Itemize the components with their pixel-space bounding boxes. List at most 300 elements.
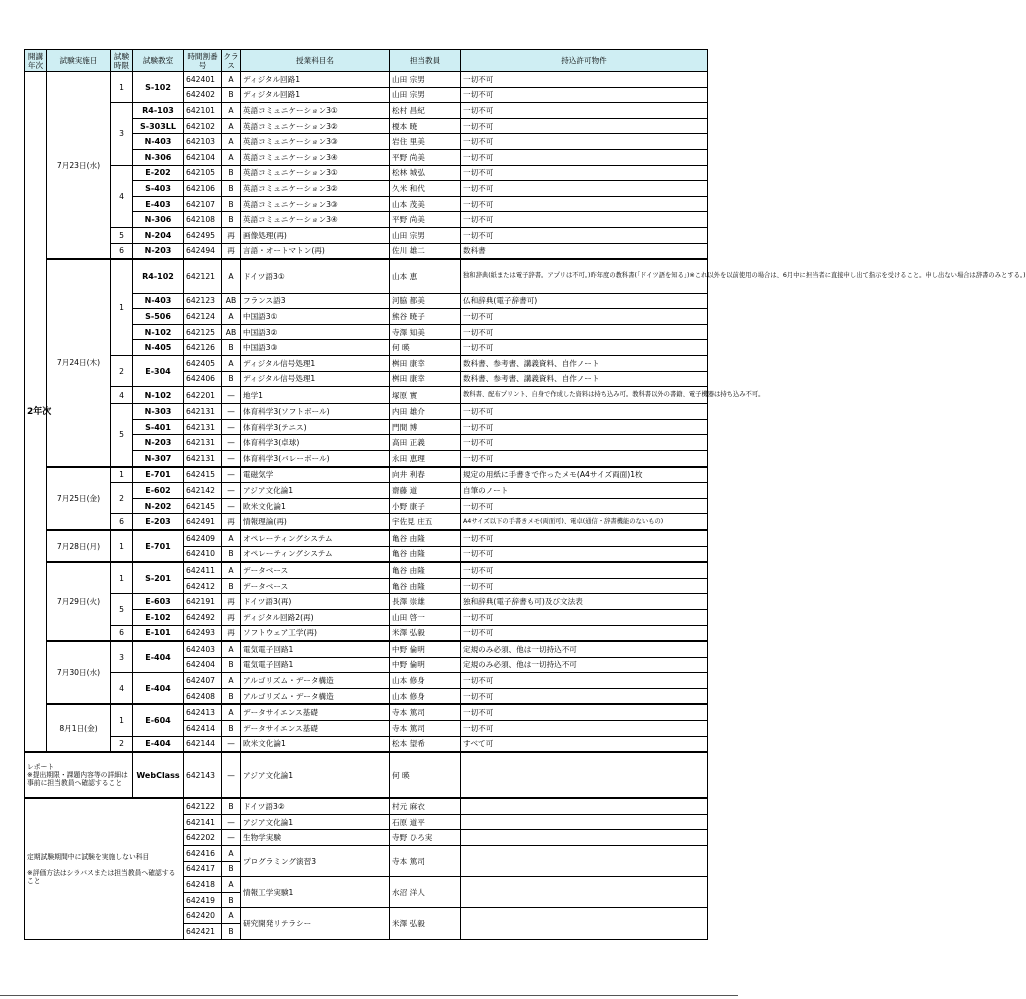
teacher-name: 山本 茂美 bbox=[390, 196, 461, 212]
class-label: A bbox=[222, 673, 241, 689]
course-code: 642408 bbox=[184, 688, 222, 704]
table-row bbox=[25, 798, 708, 814]
course-name: ディジタル信号処理1 bbox=[241, 371, 390, 387]
teacher-name: 中野 倫明 bbox=[390, 641, 461, 657]
course-code: 642412 bbox=[184, 578, 222, 594]
course-name: ソフトウェア工学(再) bbox=[241, 625, 390, 641]
allowed-items: 定規のみ必須、他は一切持込不可 bbox=[461, 657, 708, 673]
course-code: 642105 bbox=[184, 165, 222, 181]
course-code: 642410 bbox=[184, 546, 222, 562]
teacher-name: 石原 道平 bbox=[390, 814, 461, 830]
teacher-name: 松本 望希 bbox=[390, 736, 461, 752]
allowed-items: 一切不可 bbox=[461, 309, 708, 325]
table-row bbox=[25, 594, 708, 610]
table-row bbox=[25, 259, 708, 293]
exam-room: N-403 bbox=[133, 293, 184, 309]
exam-room: E-102 bbox=[133, 609, 184, 625]
table-row bbox=[25, 736, 708, 752]
allowed-items: すべて可 bbox=[461, 736, 708, 752]
exam-room: E-101 bbox=[133, 625, 184, 641]
header-nenji: 開講年次 bbox=[25, 50, 47, 72]
class-label: A bbox=[222, 908, 241, 924]
class-label: — bbox=[222, 435, 241, 451]
teacher-name: 熊谷 暁子 bbox=[390, 309, 461, 325]
exam-room: R4-102 bbox=[133, 259, 184, 293]
course-name: プログラミング演習3 bbox=[241, 846, 390, 877]
teacher-name: 寺本 篤司 bbox=[390, 704, 461, 720]
exam-period: 3 bbox=[111, 641, 133, 673]
teacher-name: 宇佐見 庄五 bbox=[390, 514, 461, 530]
allowed-items: 一切不可 bbox=[461, 103, 708, 119]
course-code: 642102 bbox=[184, 118, 222, 134]
exam-date: 7月23日(水) bbox=[47, 72, 111, 260]
exam-room: S-506 bbox=[133, 309, 184, 325]
report-room: WebClass bbox=[133, 752, 184, 798]
exam-period: 6 bbox=[111, 243, 133, 259]
course-code: 642107 bbox=[184, 196, 222, 212]
teacher-name: 岩住 里美 bbox=[390, 134, 461, 150]
class-label: B bbox=[222, 721, 241, 737]
allowed-items bbox=[461, 877, 708, 908]
course-name: 体育科学3(卓球) bbox=[241, 435, 390, 451]
class-label: AB bbox=[222, 293, 241, 309]
allowed-items: 一切不可 bbox=[461, 562, 708, 578]
exam-room: E-404 bbox=[133, 736, 184, 752]
class-label: — bbox=[222, 404, 241, 420]
allowed-items: 一切不可 bbox=[461, 721, 708, 737]
exam-room: N-405 bbox=[133, 340, 184, 356]
course-code: 642144 bbox=[184, 736, 222, 752]
teacher-name: 米澤 弘毅 bbox=[390, 625, 461, 641]
teacher-name: 何 暎 bbox=[390, 340, 461, 356]
allowed-items: 一切不可 bbox=[461, 435, 708, 451]
exam-period: 5 bbox=[111, 594, 133, 625]
course-name: データサイエンス基礎 bbox=[241, 704, 390, 720]
course-code: 642202 bbox=[184, 830, 222, 846]
teacher-name: 松林 城弘 bbox=[390, 165, 461, 181]
class-label: 再 bbox=[222, 243, 241, 259]
teacher-name: 山本 修身 bbox=[390, 673, 461, 689]
allowed-items: 一切不可 bbox=[461, 324, 708, 340]
course-code: 642143 bbox=[184, 752, 222, 798]
class-label: B bbox=[222, 546, 241, 562]
exam-date: 7月30日(水) bbox=[47, 641, 111, 704]
allowed-items: 一切不可 bbox=[461, 704, 708, 720]
course-code: 642401 bbox=[184, 72, 222, 88]
class-label: AB bbox=[222, 324, 241, 340]
teacher-name: 山田 宗男 bbox=[390, 227, 461, 243]
course-code: 642126 bbox=[184, 340, 222, 356]
class-label: B bbox=[222, 196, 241, 212]
allowed-items: 一切不可 bbox=[461, 404, 708, 420]
course-name: 画像処理(再) bbox=[241, 227, 390, 243]
class-label: B bbox=[222, 861, 241, 877]
exam-date: 7月24日(木) bbox=[47, 259, 111, 466]
report-row bbox=[25, 752, 708, 798]
course-code: 642493 bbox=[184, 625, 222, 641]
class-label: B bbox=[222, 87, 241, 103]
table-row bbox=[25, 72, 708, 88]
class-label: B bbox=[222, 340, 241, 356]
course-code: 642419 bbox=[184, 892, 222, 908]
course-name: 体育科学3(テニス) bbox=[241, 419, 390, 435]
exam-room: S-102 bbox=[133, 72, 184, 103]
class-label: 再 bbox=[222, 609, 241, 625]
teacher-name: 桝田 康幸 bbox=[390, 356, 461, 372]
course-code: 642123 bbox=[184, 293, 222, 309]
course-code: 642407 bbox=[184, 673, 222, 689]
course-code: 642103 bbox=[184, 134, 222, 150]
course-name: 中国語3① bbox=[241, 309, 390, 325]
course-name: 英語コミュニケーション3① bbox=[241, 103, 390, 119]
allowed-items bbox=[461, 846, 708, 877]
exam-period: 6 bbox=[111, 514, 133, 530]
exam-period: 1 bbox=[111, 467, 133, 483]
course-code: 642420 bbox=[184, 908, 222, 924]
teacher-name: 久米 和代 bbox=[390, 181, 461, 197]
exam-date: 7月28日(月) bbox=[47, 530, 111, 562]
course-name: ディジタル信号処理1 bbox=[241, 356, 390, 372]
report-note: レポート ※提出期限・課題内容等の詳細は事前に担当教員へ確認すること bbox=[25, 752, 133, 798]
header-date: 試験実施日 bbox=[47, 50, 111, 72]
allowed-items: 仏和辞典(電子辞書可) bbox=[461, 293, 708, 309]
allowed-items: 一切不可 bbox=[461, 149, 708, 165]
class-label: A bbox=[222, 877, 241, 893]
course-code: 642403 bbox=[184, 641, 222, 657]
course-name: 中国語3③ bbox=[241, 340, 390, 356]
course-code: 642142 bbox=[184, 483, 222, 499]
exam-date: 8月1日(金) bbox=[47, 704, 111, 752]
teacher-name: 亀谷 由隆 bbox=[390, 578, 461, 594]
exam-room: N-306 bbox=[133, 212, 184, 228]
course-code: 642418 bbox=[184, 877, 222, 893]
course-name: 英語コミュニケーション3② bbox=[241, 118, 390, 134]
exam-period: 1 bbox=[111, 259, 133, 355]
course-code: 642491 bbox=[184, 514, 222, 530]
teacher-name: 何 暎 bbox=[390, 752, 461, 798]
header-teacher: 担当教員 bbox=[390, 50, 461, 72]
year-cell: 2年次 bbox=[25, 72, 47, 753]
teacher-name: 塚原 實 bbox=[390, 387, 461, 404]
course-name: ドイツ語3① bbox=[241, 259, 390, 293]
allowed-items: 一切不可 bbox=[461, 87, 708, 103]
course-name: 英語コミュニケーション3④ bbox=[241, 212, 390, 228]
exam-room: E-603 bbox=[133, 594, 184, 610]
allowed-items: 一切不可 bbox=[461, 673, 708, 689]
allowed-items bbox=[461, 908, 708, 939]
course-code: 642201 bbox=[184, 387, 222, 404]
course-name: オペレーティングシステム bbox=[241, 530, 390, 546]
course-code: 642131 bbox=[184, 435, 222, 451]
header-row bbox=[25, 50, 708, 72]
allowed-items: 一切不可 bbox=[461, 196, 708, 212]
allowed-items: 定規のみ必須、他は一切持込不可 bbox=[461, 641, 708, 657]
course-code: 642417 bbox=[184, 861, 222, 877]
course-name: ディジタル回路1 bbox=[241, 87, 390, 103]
course-name: 英語コミュニケーション3③ bbox=[241, 134, 390, 150]
page-bottom-rule bbox=[0, 995, 738, 996]
class-label: — bbox=[222, 498, 241, 514]
class-label: A bbox=[222, 530, 241, 546]
class-label: A bbox=[222, 149, 241, 165]
allowed-items: 一切不可 bbox=[461, 450, 708, 466]
course-name: オペレーティングシステム bbox=[241, 546, 390, 562]
course-name: 英語コミュニケーション3④ bbox=[241, 149, 390, 165]
class-label: — bbox=[222, 467, 241, 483]
class-label: A bbox=[222, 704, 241, 720]
table-row bbox=[25, 356, 708, 372]
course-name: 欧米文化論1 bbox=[241, 498, 390, 514]
course-code: 642131 bbox=[184, 450, 222, 466]
class-label: — bbox=[222, 814, 241, 830]
exam-room: E-404 bbox=[133, 641, 184, 673]
exam-period: 6 bbox=[111, 625, 133, 641]
exam-schedule-table bbox=[24, 49, 1026, 940]
class-label: — bbox=[222, 450, 241, 466]
allowed-items: 規定の用紙に手書きで作ったメモ(A4サイズ両面)1枚 bbox=[461, 467, 708, 483]
exam-date: 7月25日(金) bbox=[47, 467, 111, 530]
class-label: 再 bbox=[222, 625, 241, 641]
class-label: B bbox=[222, 688, 241, 704]
class-label: B bbox=[222, 212, 241, 228]
course-name: アジア文化論1 bbox=[241, 814, 390, 830]
teacher-name: 平野 尚美 bbox=[390, 149, 461, 165]
allowed-items: 独和辞典(電子辞書も可)及び文法表 bbox=[461, 594, 708, 610]
course-name: 地学1 bbox=[241, 387, 390, 404]
exam-room: R4-103 bbox=[133, 103, 184, 119]
course-name: フランス語3 bbox=[241, 293, 390, 309]
allowed-items: 数科書、参考書、講義資料、自作ノート bbox=[461, 371, 708, 387]
course-code: 642411 bbox=[184, 562, 222, 578]
exam-room: S-303LL bbox=[133, 118, 184, 134]
exam-room: N-102 bbox=[133, 324, 184, 340]
header-items: 持込許可物件 bbox=[461, 50, 708, 72]
allowed-items: 一切不可 bbox=[461, 165, 708, 181]
allowed-items: 教科書、配布プリント、自身で作成した資料は持ち込み可。教科書以外の書籍、電子機器は持ち込み不可。 bbox=[461, 387, 708, 404]
class-label: B bbox=[222, 892, 241, 908]
table-row bbox=[25, 103, 708, 119]
course-code: 642415 bbox=[184, 467, 222, 483]
exam-period: 2 bbox=[111, 483, 133, 514]
class-label: B bbox=[222, 924, 241, 940]
allowed-items: 一切不可 bbox=[461, 181, 708, 197]
course-code: 642191 bbox=[184, 594, 222, 610]
table-row bbox=[25, 165, 708, 181]
allowed-items: 独和辞典(紙または電子辞書。アプリは不可。)昨年度の教科書(「ドイツ語を知る」)※これ以外を以前使用の場合は、6月中に担当者に直接申し出て指示を受けること。申し出ない場合は辞書のみとする。) bbox=[461, 259, 708, 293]
class-label: A bbox=[222, 846, 241, 862]
class-label: B bbox=[222, 181, 241, 197]
exam-room: E-203 bbox=[133, 514, 184, 530]
course-code: 642494 bbox=[184, 243, 222, 259]
exam-room: E-404 bbox=[133, 673, 184, 705]
teacher-name: 寺澤 知美 bbox=[390, 324, 461, 340]
teacher-name: 水沼 洋人 bbox=[390, 877, 461, 908]
course-code: 642124 bbox=[184, 309, 222, 325]
teacher-name: 山本 修身 bbox=[390, 688, 461, 704]
teacher-name: 長澤 崇雄 bbox=[390, 594, 461, 610]
exam-room: N-102 bbox=[133, 387, 184, 404]
exam-period: 1 bbox=[111, 704, 133, 736]
course-code: 642125 bbox=[184, 324, 222, 340]
class-label: A bbox=[222, 103, 241, 119]
table-row bbox=[25, 562, 708, 578]
exam-date: 7月29日(火) bbox=[47, 562, 111, 641]
course-name: 情報理論(再) bbox=[241, 514, 390, 530]
course-name: 情報工学実験1 bbox=[241, 877, 390, 908]
course-code: 642141 bbox=[184, 814, 222, 830]
allowed-items: 一切不可 bbox=[461, 546, 708, 562]
teacher-name: 亀谷 由隆 bbox=[390, 546, 461, 562]
class-label: B bbox=[222, 657, 241, 673]
allowed-items: 一切不可 bbox=[461, 72, 708, 88]
table-row bbox=[25, 467, 708, 483]
course-code: 642421 bbox=[184, 924, 222, 940]
teacher-name: 山田 啓一 bbox=[390, 609, 461, 625]
allowed-items bbox=[461, 752, 708, 798]
course-code: 642122 bbox=[184, 798, 222, 814]
teacher-name: 平野 尚美 bbox=[390, 212, 461, 228]
teacher-name: 中野 倫明 bbox=[390, 657, 461, 673]
table-row bbox=[25, 243, 708, 259]
course-code: 642131 bbox=[184, 404, 222, 420]
course-name: 電磁気学 bbox=[241, 467, 390, 483]
teacher-name: 亀谷 由隆 bbox=[390, 530, 461, 546]
course-code: 642409 bbox=[184, 530, 222, 546]
class-label: — bbox=[222, 387, 241, 404]
exam-room: E-701 bbox=[133, 467, 184, 483]
exam-period: 4 bbox=[111, 165, 133, 227]
teacher-name: 永田 恵理 bbox=[390, 450, 461, 466]
class-label: A bbox=[222, 641, 241, 657]
teacher-name: 佐川 雄二 bbox=[390, 243, 461, 259]
course-code: 642492 bbox=[184, 609, 222, 625]
course-code: 642413 bbox=[184, 704, 222, 720]
class-label: — bbox=[222, 752, 241, 798]
exam-room: N-403 bbox=[133, 134, 184, 150]
course-name: 電気電子回路1 bbox=[241, 657, 390, 673]
exam-room: E-602 bbox=[133, 483, 184, 499]
class-label: A bbox=[222, 259, 241, 293]
course-name: ディジタル回路2(再) bbox=[241, 609, 390, 625]
allowed-items bbox=[461, 798, 708, 814]
course-code: 642416 bbox=[184, 846, 222, 862]
exam-room: E-304 bbox=[133, 356, 184, 387]
teacher-name: 高田 正義 bbox=[390, 435, 461, 451]
exam-room: S-403 bbox=[133, 181, 184, 197]
course-name: 英語コミュニケーション3② bbox=[241, 181, 390, 197]
course-code: 642101 bbox=[184, 103, 222, 119]
table-row bbox=[25, 625, 708, 641]
class-label: — bbox=[222, 419, 241, 435]
teacher-name: 山田 宗男 bbox=[390, 87, 461, 103]
teacher-name: 寺本 篤司 bbox=[390, 846, 461, 877]
exam-room: N-203 bbox=[133, 243, 184, 259]
class-label: A bbox=[222, 356, 241, 372]
allowed-items: 数科書、参考書、講義資料、自作ノート bbox=[461, 356, 708, 372]
exam-room: E-202 bbox=[133, 165, 184, 181]
course-name: 英語コミュニケーション3③ bbox=[241, 196, 390, 212]
allowed-items: 一切不可 bbox=[461, 625, 708, 641]
table-row bbox=[25, 704, 708, 720]
course-name: 体育科学3(ソフトボール) bbox=[241, 404, 390, 420]
course-code: 642406 bbox=[184, 371, 222, 387]
course-name: 英語コミュニケーション3① bbox=[241, 165, 390, 181]
exam-room: N-203 bbox=[133, 435, 184, 451]
class-label: — bbox=[222, 830, 241, 846]
exam-period: 4 bbox=[111, 673, 133, 705]
allowed-items bbox=[461, 830, 708, 846]
table-row bbox=[25, 514, 708, 530]
table-row bbox=[25, 227, 708, 243]
table-row bbox=[25, 483, 708, 499]
teacher-name: 村元 麻衣 bbox=[390, 798, 461, 814]
exam-room: E-604 bbox=[133, 704, 184, 736]
teacher-name: 小野 康子 bbox=[390, 498, 461, 514]
course-name: 体育科学3(バレーボール) bbox=[241, 450, 390, 466]
teacher-name: 山本 恵 bbox=[390, 259, 461, 293]
allowed-items: 一切不可 bbox=[461, 609, 708, 625]
course-name: ドイツ語3(再) bbox=[241, 594, 390, 610]
course-name: ディジタル回路1 bbox=[241, 72, 390, 88]
class-label: A bbox=[222, 309, 241, 325]
exam-period: 2 bbox=[111, 356, 133, 387]
table-row bbox=[25, 641, 708, 657]
course-name: 言語・オートマトン(再) bbox=[241, 243, 390, 259]
teacher-name: 向井 利春 bbox=[390, 467, 461, 483]
teacher-name: 内田 雄介 bbox=[390, 404, 461, 420]
exam-room: N-306 bbox=[133, 149, 184, 165]
allowed-items: 一切不可 bbox=[461, 498, 708, 514]
exam-period: 3 bbox=[111, 103, 133, 165]
class-label: — bbox=[222, 483, 241, 499]
teacher-name: 亀谷 由隆 bbox=[390, 562, 461, 578]
course-code: 642402 bbox=[184, 87, 222, 103]
header-class: クラス bbox=[223, 51, 239, 70]
header-room: 試験教室 bbox=[133, 50, 184, 72]
allowed-items: 一切不可 bbox=[461, 340, 708, 356]
class-label: A bbox=[222, 562, 241, 578]
teacher-name: 米澤 弘毅 bbox=[390, 908, 461, 939]
course-code: 642495 bbox=[184, 227, 222, 243]
exam-room: S-401 bbox=[133, 419, 184, 435]
class-label: 再 bbox=[222, 514, 241, 530]
class-label: 再 bbox=[222, 594, 241, 610]
course-name: アジア文化論1 bbox=[241, 483, 390, 499]
course-code: 642414 bbox=[184, 721, 222, 737]
exam-room: N-202 bbox=[133, 498, 184, 514]
teacher-name: 寺野 ひろ実 bbox=[390, 830, 461, 846]
course-name: 欧米文化論1 bbox=[241, 736, 390, 752]
course-name: データサイエンス基礎 bbox=[241, 721, 390, 737]
class-label: B bbox=[222, 798, 241, 814]
course-code: 642106 bbox=[184, 181, 222, 197]
course-code: 642404 bbox=[184, 657, 222, 673]
no-exam-note: 定期試験期間中に試験を実施しない科目 ※評価方法はシラバスまたは担当教員へ確認すること bbox=[25, 798, 184, 939]
allowed-items: 一切不可 bbox=[461, 688, 708, 704]
course-name: ドイツ語3② bbox=[241, 798, 390, 814]
teacher-name: 山田 宗男 bbox=[390, 72, 461, 88]
exam-period: 4 bbox=[111, 387, 133, 404]
allowed-items: 一切不可 bbox=[461, 419, 708, 435]
course-name: データベース bbox=[241, 578, 390, 594]
exam-period: 5 bbox=[111, 227, 133, 243]
exam-period: 1 bbox=[111, 72, 133, 103]
class-label: A bbox=[222, 134, 241, 150]
teacher-name: 門間 博 bbox=[390, 419, 461, 435]
exam-period: 2 bbox=[111, 736, 133, 752]
exam-room: E-403 bbox=[133, 196, 184, 212]
table-row bbox=[25, 530, 708, 546]
